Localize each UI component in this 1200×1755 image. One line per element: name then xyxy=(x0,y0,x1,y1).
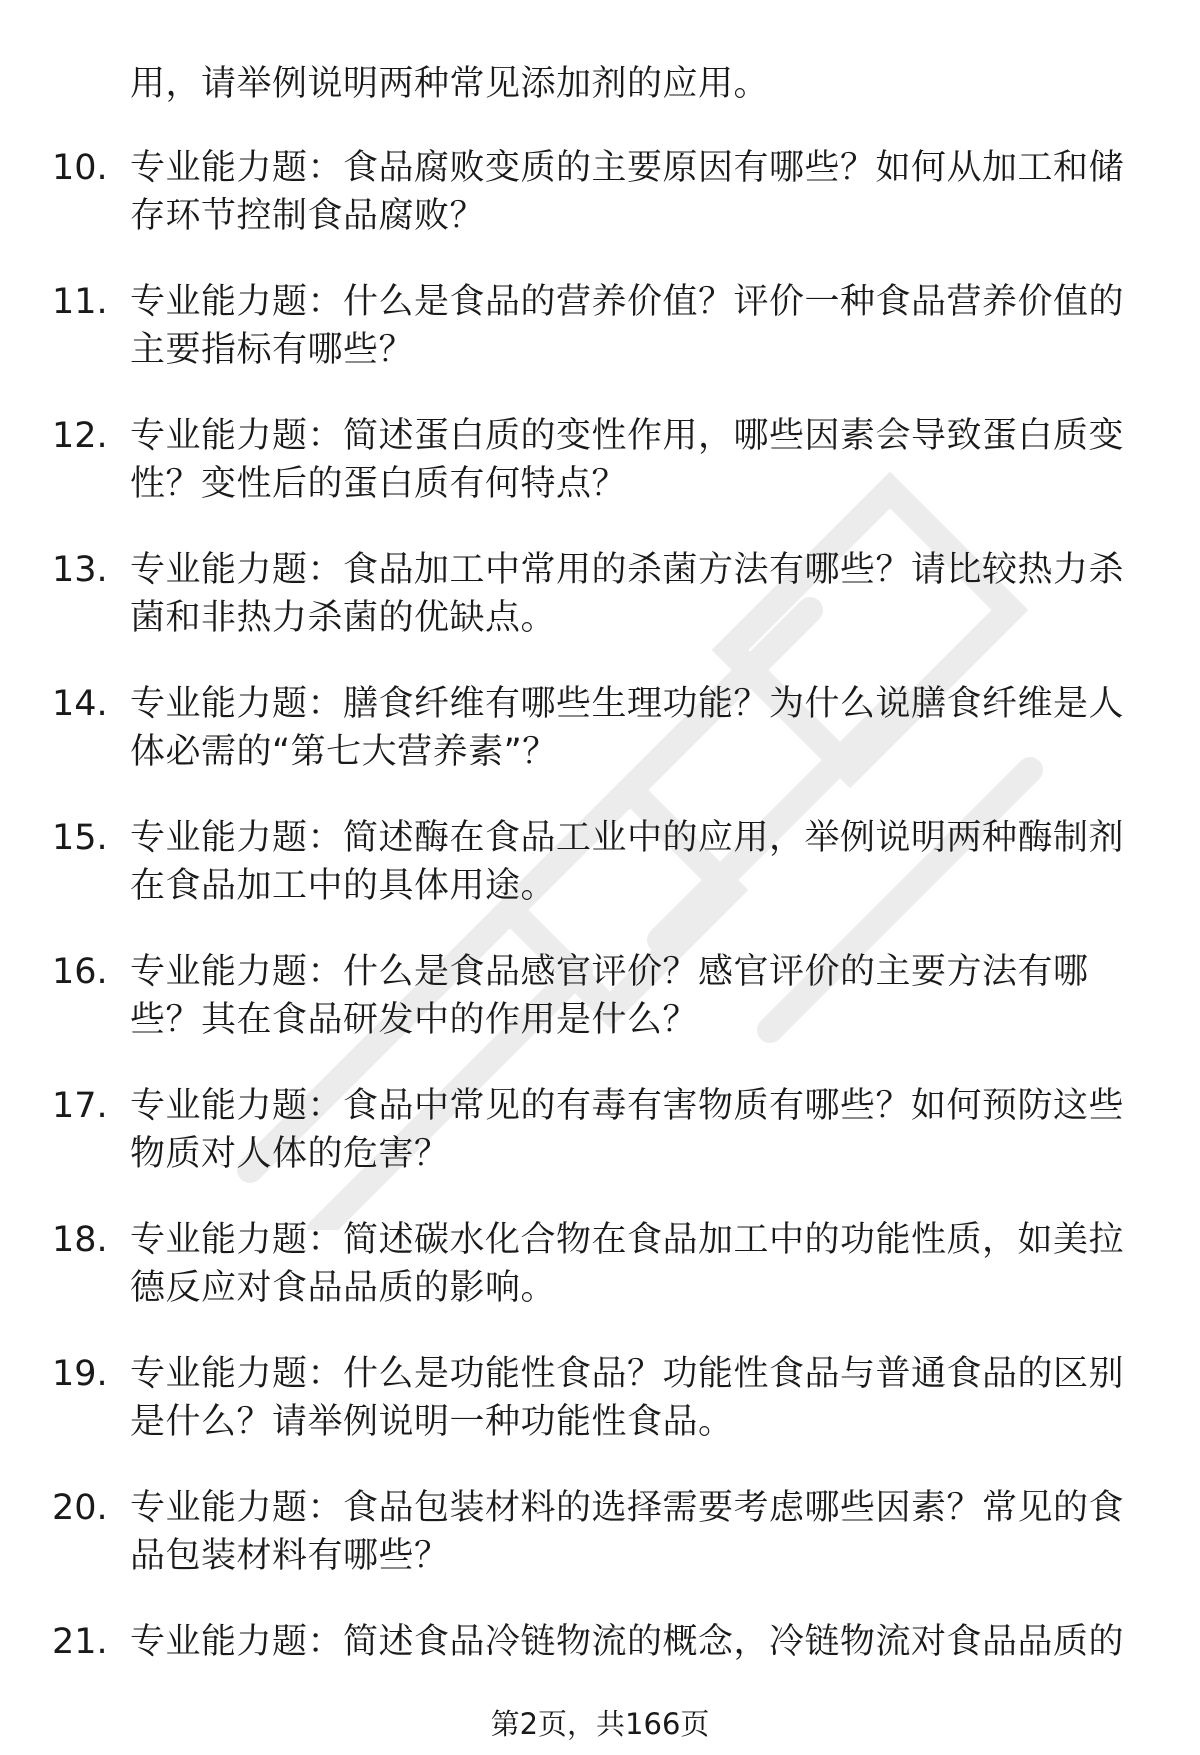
question-item xyxy=(0,278,1200,412)
question-item xyxy=(0,1082,1200,1216)
question-text: 专业能力题：食品包装材料的选择需要考虑哪些因素？常见的食品包装材料有哪些？ xyxy=(130,1488,1125,1576)
question-number: 19. xyxy=(52,1354,108,1394)
question-text: 专业能力题：简述蛋白质的变性作用，哪些因素会导致蛋白质变性？变性后的蛋白质有何特点？ xyxy=(130,416,1125,504)
question-text: 专业能力题：什么是食品的营养价值？评价一种食品营养价值的主要指标有哪些？ xyxy=(130,282,1125,370)
continuation-text: 用，请举例说明两种常见添加剂的应用。 xyxy=(130,64,770,104)
question-text: 专业能力题：什么是食品感官评价？感官评价的主要方法有哪些？其在食品研发中的作用是什么？ xyxy=(130,952,1089,1040)
question-number: 10. xyxy=(52,148,108,188)
question-text: 专业能力题：食品腐败变质的主要原因有哪些？如何从加工和储存环节控制食品腐败？ xyxy=(130,148,1125,236)
question-text: 专业能力题：简述食品冷链物流的概念，冷链物流对食品品质的 xyxy=(130,1622,1125,1662)
question-item xyxy=(0,1484,1200,1618)
question-number: 13. xyxy=(52,550,108,590)
question-number: 16. xyxy=(52,952,108,992)
question-number: 18. xyxy=(52,1220,108,1260)
question-text: 专业能力题：简述酶在食品工业中的应用，举例说明两种酶制剂在食品加工中的具体用途。 xyxy=(130,818,1125,906)
question-item xyxy=(0,814,1200,948)
question-text: 专业能力题：食品加工中常用的杀菌方法有哪些？请比较热力杀菌和非热力杀菌的优缺点。 xyxy=(130,550,1125,638)
question-item xyxy=(0,144,1200,278)
question-text: 专业能力题：膳食纤维有哪些生理功能？为什么说膳食纤维是人体必需的“第七大营养素”？ xyxy=(130,684,1125,772)
question-item xyxy=(0,948,1200,1082)
question-text: 专业能力题：食品中常见的有毒有害物质有哪些？如何预防这些物质对人体的危害？ xyxy=(130,1086,1125,1174)
question-text: 专业能力题：什么是功能性食品？功能性食品与普通食品的区别是什么？请举例说明一种功能性食品。 xyxy=(130,1354,1125,1442)
page-footer: 第2页，共166页 xyxy=(490,1707,710,1741)
question-number: 11. xyxy=(52,282,108,322)
question-number: 12. xyxy=(52,416,108,456)
question-number: 20. xyxy=(52,1488,108,1528)
question-item xyxy=(0,1216,1200,1350)
question-item xyxy=(0,680,1200,814)
question-list xyxy=(0,144,1200,1752)
question-item xyxy=(0,412,1200,546)
question-item xyxy=(0,546,1200,680)
question-number: 15. xyxy=(52,818,108,858)
question-number: 14. xyxy=(52,684,108,724)
question-number: 17. xyxy=(52,1086,108,1126)
question-text: 专业能力题：简述碳水化合物在食品加工中的功能性质，如美拉德反应对食品品质的影响。 xyxy=(130,1220,1125,1308)
question-number: 21. xyxy=(52,1622,108,1662)
question-item xyxy=(0,1350,1200,1484)
